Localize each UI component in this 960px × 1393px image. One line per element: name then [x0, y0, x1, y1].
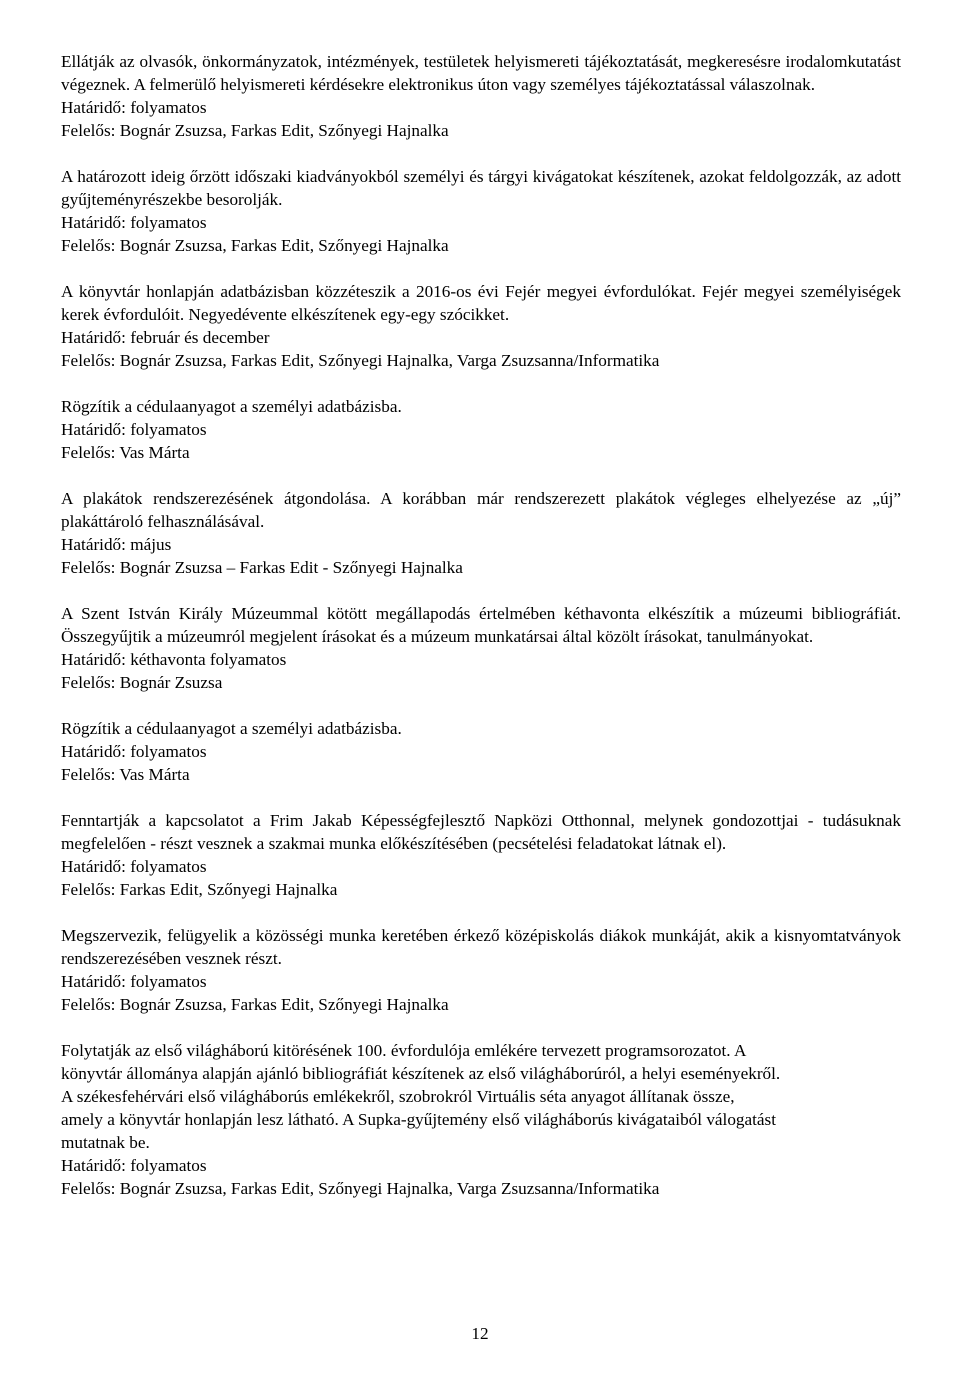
document-body: [61, 50, 901, 1223]
responsible-line: Felelős: Bognár Zsuzsa, Farkas Edit, Szőnyegi Hajnalka: [61, 236, 449, 255]
deadline-line: Határidő: május: [61, 535, 172, 554]
section-kivagatok: [61, 165, 901, 257]
deadline-line: Határidő: február és december: [61, 328, 270, 347]
section-napkozi-otthon: [61, 809, 901, 901]
section-text-line: amely a könyvtár honlapján lesz látható. A Supka-gyűjtemény első világháborús kivágataiból válogatást: [61, 1110, 777, 1129]
responsible-line: Felelős: Bognár Zsuzsa, Farkas Edit, Szőnyegi Hajnalka: [61, 121, 449, 140]
section-kozossegi-munka: [61, 924, 901, 1016]
section-elso-vilaghaboru: [61, 1039, 901, 1200]
page-number: 12: [471, 1324, 489, 1343]
section-text: A plakátok rendszerezésének átgondolása. A korábban már rendszerezett plakátok végleges elhelyezése az „új” plakáttároló felhasználásával.: [61, 489, 901, 531]
section-text: Megszervezik, felügyelik a közösségi munka keretében érkező középiskolás diákok munkáját, akik a kisnyomtatványok rendszerezésében vesznek részt.: [61, 926, 901, 968]
section-text-line: A székesfehérvári első világháborús emlékekről, szobrokról Virtuális séta anyagot állítanak össze,: [61, 1087, 735, 1106]
section-cedulaanyag-2: [61, 717, 901, 786]
deadline-line: Határidő: folyamatos: [61, 98, 207, 117]
section-plakatok: [61, 487, 901, 579]
section-text: A könyvtár honlapján adatbázisban közzéteszik a 2016-os évi Fejér megyei évfordulókat. Fejér megyei személyiségek kerek évfordulóit. Negyedévente elkészítenek egy-egy szócikket.: [61, 282, 901, 324]
responsible-line: Felelős: Vas Márta: [61, 443, 190, 462]
deadline-line: Határidő: kéthavonta folyamatos: [61, 650, 287, 669]
responsible-line: Felelős: Bognár Zsuzsa, Farkas Edit, Szőnyegi Hajnalka, Varga Zsuzsanna/Informatika: [61, 351, 660, 370]
section-text-line: mutatnak be.: [61, 1133, 150, 1152]
section-text: A határozott ideig őrzött időszaki kiadványokból személyi és tárgyi kivágatokat készítenek, azokat feldolgozzák, az adott gyűjteményrészekbe besorolják.: [61, 167, 901, 209]
section-text: Rögzítik a cédulaanyagot a személyi adatbázisba.: [61, 397, 402, 416]
responsible-line: Felelős: Vas Márta: [61, 765, 190, 784]
section-muzeumi-bibliografia: [61, 602, 901, 694]
responsible-line: Felelős: Bognár Zsuzsa, Farkas Edit, Szőnyegi Hajnalka: [61, 995, 449, 1014]
deadline-line: Határidő: folyamatos: [61, 213, 207, 232]
section-text-line: könyvtár állománya alapján ajánló bibliográfiát készítenek az első világháborúról, a helyi eseményekről.: [61, 1064, 781, 1083]
section-text-line: Folytatják az első világháború kitörésének 100. évfordulója emlékére tervezett programsorozatot. A: [61, 1041, 747, 1060]
deadline-line: Határidő: folyamatos: [61, 972, 207, 991]
section-text: Ellátják az olvasók, önkormányzatok, intézmények, testületek helyismereti tájékoztatását, megkeresésre irodalomkutatást végeznek. A felmerülő helyismereti kérdésekre elektronikus úton vagy személyes tájékoztatással válaszolnak.: [61, 52, 901, 94]
responsible-line: Felelős: Farkas Edit, Szőnyegi Hajnalka: [61, 880, 338, 899]
deadline-line: Határidő: folyamatos: [61, 742, 207, 761]
responsible-line: Felelős: Bognár Zsuzsa – Farkas Edit - Szőnyegi Hajnalka: [61, 558, 463, 577]
section-text: A Szent István Király Múzeummal kötött megállapodás értelmében kéthavonta elkészítik a múzeumi bibliográfiát. Összegyűjtik a múzeumról megjelent írásokat és a múzeum munkatársai által közölt írásokat, tanulmányokat.: [61, 604, 901, 646]
section-text: Rögzítik a cédulaanyagot a személyi adatbázisba.: [61, 719, 402, 738]
responsible-line: Felelős: Bognár Zsuzsa, Farkas Edit, Szőnyegi Hajnalka, Varga Zsuzsanna/Informatika: [61, 1179, 660, 1198]
section-helyismereti-tajekoztatas: [61, 50, 901, 142]
section-cedulaanyag-1: [61, 395, 901, 464]
deadline-line: Határidő: folyamatos: [61, 1156, 207, 1175]
deadline-line: Határidő: folyamatos: [61, 420, 207, 439]
section-text: Fenntartják a kapcsolatot a Frim Jakab Képességfejlesztő Napközi Otthonnal, melynek gondozottjai - tudásuknak megfelelően - részt vesznek a szakmai munka előkészítésében (pecsételési feladatokat látnak el).: [61, 811, 901, 853]
deadline-line: Határidő: folyamatos: [61, 857, 207, 876]
section-evfordulok: [61, 280, 901, 372]
responsible-line: Felelős: Bognár Zsuzsa: [61, 673, 223, 692]
